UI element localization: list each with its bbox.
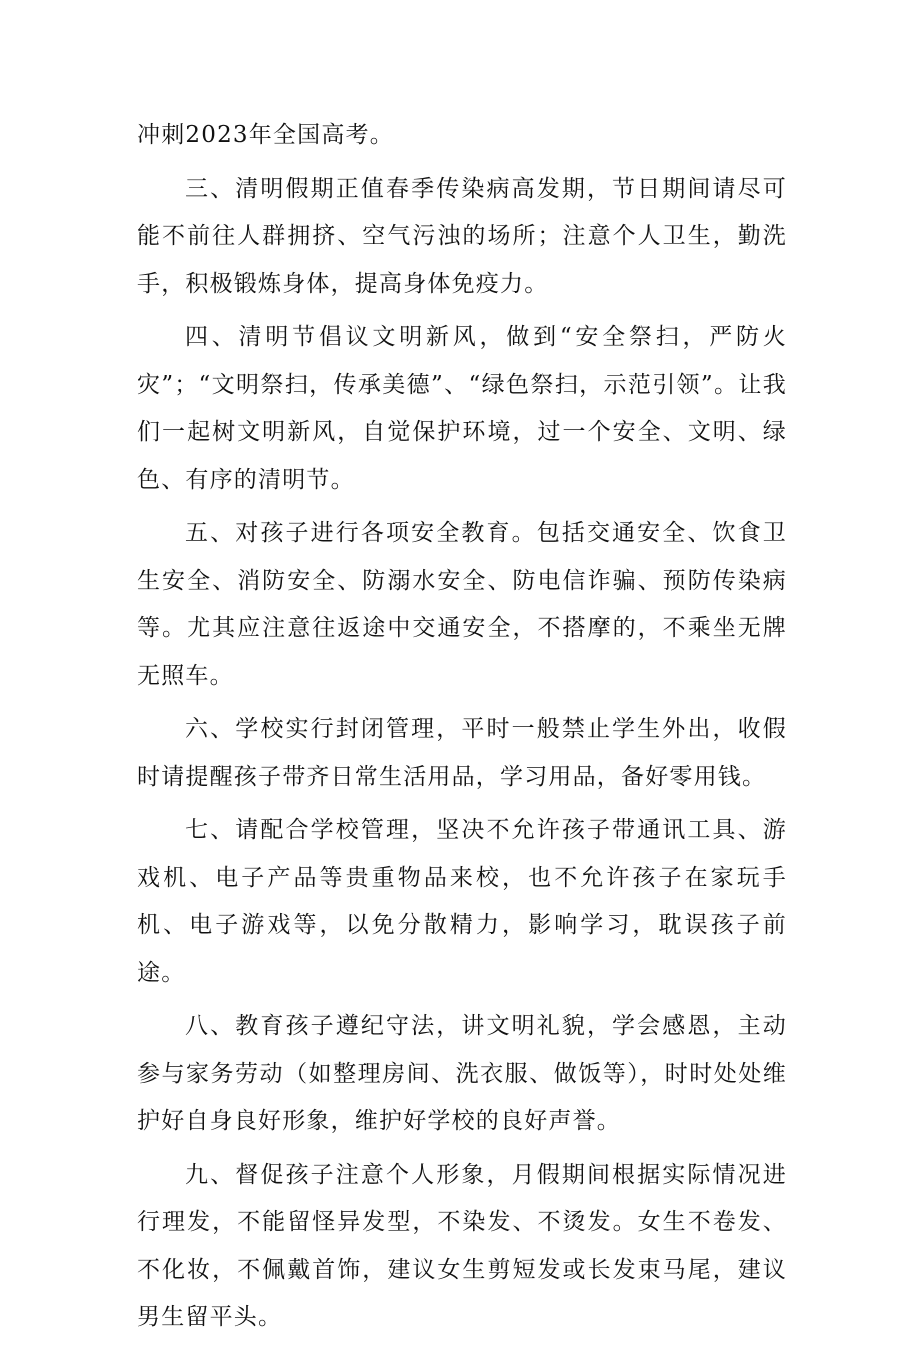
paragraph-item-6: 六、学校实行封闭管理，平时一般禁止学生外出，收假时请提醒孩子带齐日常生活用品，学习用品，备好零用钱。 bbox=[137, 716, 787, 790]
paragraph-item-5: 五、对孩子进行各项安全教育。包括交通安全、饮食卫生安全、消防安全、防溺水安全、防电信诈骗、预防传染病等。尤其应注意往返途中交通安全，不搭摩的，不乘坐无牌无照车。 bbox=[137, 520, 787, 689]
paragraph-item-9: 九、督促孩子注意个人形象，月假期间根据实际情况进行理发，不能留怪异发型，不染发、不烫发。女生不卷发、不化妆，不佩戴首饰，建议女生剪短发或长发束马尾，建议男生留平头。 bbox=[137, 1161, 787, 1330]
paragraph-item-3: 三、清明假期正值春季传染病高发期，节日期间请尽可能不前往人群拥挤、空气污浊的场所；注意个人卫生，勤洗手，积极锻炼身体，提高身体免疫力。 bbox=[137, 175, 787, 297]
paragraph-item-8: 八、教育孩子遵纪守法，讲文明礼貌，学会感恩，主动参与家务劳动（如整理房间、洗衣服、做饭等），时时处处维护好自身良好形象，维护好学校的良好声誉。 bbox=[137, 1013, 787, 1134]
paragraph-item-7: 七、请配合学校管理，坚决不允许孩子带通讯工具、游戏机、电子产品等贵重物品来校，也不允许孩子在家玩手机、电子游戏等，以免分散精力，影响学习，耽误孩子前途。 bbox=[137, 817, 787, 986]
document-body bbox=[137, 112, 787, 1348]
paragraph-item-4: 四、清明节倡议文明新风，做到“安全祭扫，严防火灾”；“文明祭扫，传承美德”、“绿色祭扫，示范引领”。让我们一起树文明新风，自觉保护环境，过一个安全、文明、绿色、有序的清明节。 bbox=[137, 324, 787, 493]
paragraph-continuation: 冲刺2023年全国高考。 bbox=[137, 122, 394, 148]
